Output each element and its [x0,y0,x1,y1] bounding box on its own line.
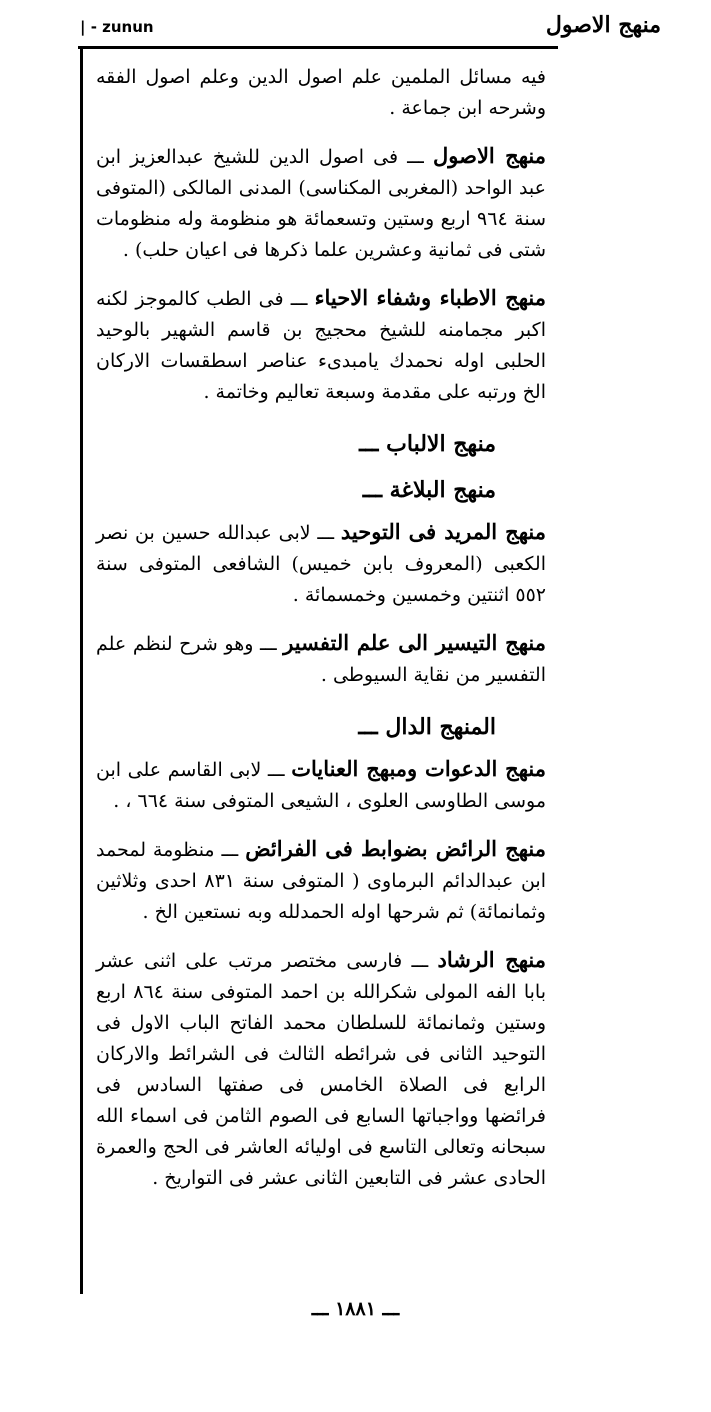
entry-heading: منهج المريد فى التوحيد [340,519,546,544]
entry-heading-solo: منهج الالباب ـــ [359,431,496,457]
entry-heading: منهج التيسير الى علم التفسير [283,630,546,655]
entry-paragraph [96,944,546,1194]
entry-paragraph [96,627,546,691]
running-header [0,0,711,50]
entry-text: ـــ فى الطب كالموجز لكنه اكبر مجمامنه للشيخ محجيج بن قاسم الشهير بالوحيد الحلبى اوله نحمدك يامبدىء عناصر اسطقسات الاركان الخ ورتبه على مقدمة وسبعة تعاليم وخاتمة . [96,288,546,403]
margin-tick [80,650,82,664]
entry-heading: منهج الرائض بضوابط فى الفرائض [245,836,547,861]
entry-paragraph [96,753,546,817]
entry-paragraph [96,282,546,408]
entry-paragraph [96,60,546,124]
entry-text: ـــ فى اصول الدين للشيخ عبدالعزيز ابن عبد الواحد (المغربى المكناسى) المدنى المالكى (المتوفى سنة ٩٦٤ اربع وستين وتسعمائة هو منظومة وله منظومات شتى فى ثمانية وعشرين علما ذكرها فى اعيان حلب) . [96,146,546,261]
entry-heading: منهج الرشاد [437,947,546,972]
entry-text: ـــ منظومة لمحمد ابن عبدالدائم البرماوى ( المتوفى سنة ٨٣١ احدى وثلاثين وثمانمائة) ثم شرحها اوله الحمدلله وبه نستعين الخ . [96,839,546,923]
entry-paragraph [96,140,546,266]
entry-text: فيه مسائل الملمين علم اصول الدين وعلم اصول الفقه وشرحه ابن جماعة . [96,66,546,119]
entry-text: ـــ فارسى مختصر مرتب على اثنى عشر بابا الفه المولى شكرالله بن احمد المتوفى سنة ٨٦٤ اربع وستين وثمانمائة للسلطان محمد الفاتح الباب الاول فى التوحيد الثانى فى شرائطه الثالث فى الشرائط والاركان الرابع فى الصلاة الخامس فى صفتها السادس فى فرائضها وواجباتها السابع فى الصوم الثامن فى اسماء الله سبحانه وتعالى التاسع فى اوليائه العاشر فى الحج والعمرة الحادى عشر فى التابعين الثانى عشر فى التواريخ . [96,950,546,1189]
entry-heading-solo: منهج البلاغة ـــ [362,477,496,503]
entry-text: ـــ لابى عبدالله حسين بن نصر الكعبى (المعروف بابن خميس) الشافعى المتوفى سنة ٥٥٢ اثنتين وخمسين وخمسمائة . [96,522,546,606]
entry-heading-solo: المنهج الدال ـــ [358,714,496,740]
page-body [96,60,546,1210]
header-rule [78,46,558,49]
entry-text: ـــ لابى القاسم على ابن موسى الطاوسى العلوى ، الشيعى المتوفى سنة ٦٦٤ ، . [96,759,546,812]
entry-heading: منهج الاصول [433,143,546,168]
page-number: ـــ ١٨٨١ ـــ [311,1298,400,1320]
entry-heading: منهج الدعوات ومبهج العنايات [291,756,546,781]
entry-paragraph [96,833,546,928]
margin-rule [80,46,83,1294]
header-title: منهج الاصول [545,12,661,38]
entry-heading: منهج الاطباء وشفاء الاحياء [314,285,546,310]
header-left-label: | - zunun [80,18,154,36]
margin-tick [80,676,82,688]
entry-paragraph [96,516,546,611]
entry-text: ـــ وهو شرح لنظم علم التفسير من نقاية السيوطى . [96,633,546,686]
